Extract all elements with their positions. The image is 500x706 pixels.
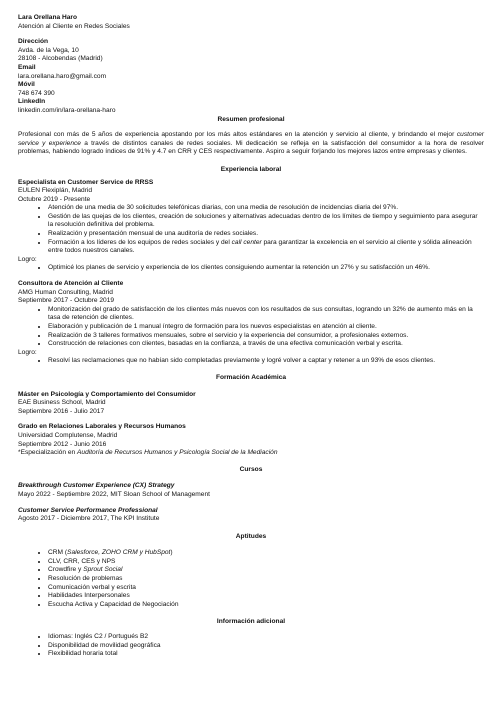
phone-number: 748 674 390	[18, 89, 55, 97]
skill-emphasis: Sprout Social	[83, 566, 123, 574]
address-label: Dirección	[18, 38, 49, 46]
list-item: • Monitorización del grado de satisfacción de los clientes más nuevos con los resultados de sus consultas, logrando un 32% de aumento más en la tasa de retención de clientes.	[48, 306, 484, 323]
list-item: • Escucha Activa y Capacidad de Negociación	[48, 601, 484, 610]
skills-heading: Aptitudes	[235, 532, 267, 540]
degree-school: EAE Business School, Madrid	[18, 399, 106, 407]
list-item: • Construcción de relaciones con clientes, basadas en la confianza, a través de una efectiva comunicación verbal y escrita.	[48, 340, 484, 349]
summary-text	[18, 131, 484, 157]
achievement-label: Logro:	[18, 255, 37, 263]
course-title: Breakthrough Customer Experience (CX) Strategy	[18, 482, 175, 490]
list-item	[48, 549, 484, 558]
list-item: • Flexibilidad horaria total	[48, 650, 484, 659]
list-item	[48, 566, 484, 575]
degree-note	[18, 449, 484, 458]
degree-dates: Septiembre 2016 - Julio 2017	[18, 407, 105, 415]
phone-label: Móvil	[18, 81, 35, 89]
experience-heading: Experiencia laboral	[220, 165, 282, 173]
candidate-name: Lara Orellana Haro	[18, 14, 78, 21]
summary-text-emphasis: customer service y experience	[18, 131, 484, 147]
courses-heading: Cursos	[239, 465, 263, 473]
candidate-title: Atención al Cliente en Redes Sociales	[18, 22, 130, 30]
list-item: • Idiomas: Inglés C2 / Portugués B2	[48, 633, 484, 642]
list-item: • Comunicación verbal y escrita	[48, 584, 484, 593]
job-title: Especialista en Customer Service de RRSS	[18, 178, 154, 186]
job-company: AMG Human Consulting, Madrid	[18, 288, 113, 296]
achievement-label: Logro:	[18, 348, 37, 356]
degree-title: Máster en Psicología y Comportamiento del Consumidor	[18, 390, 196, 398]
additional-info-heading: Información adicional	[216, 618, 286, 626]
linkedin-label: LinkedIn	[18, 98, 46, 106]
list-item: • Optimicé los planes de servicio y experiencia de los clientes consiguiendo aumentar la retención un 27% y su satisfacción un 46%.	[48, 264, 484, 273]
degree-title: Grado en Relaciones Laborales y Recursos Humanos	[18, 423, 186, 431]
email-link[interactable]: lara.orellana.haro@gmail.com	[18, 72, 107, 80]
skill-text: Crowdfire y	[48, 566, 84, 574]
list-item-text: para garantizar la excelencia en el servicio al cliente y sólida alineación entre todos nuestros canales.	[48, 238, 472, 255]
degree-entry	[18, 423, 484, 457]
skill-emphasis: Salesforce, ZOHO CRM y HubSpot	[67, 549, 171, 557]
linkedin-link[interactable]: linkedin.com/in/lara-orellana-haro	[18, 106, 116, 114]
list-item	[48, 239, 484, 256]
job-responsibilities	[18, 204, 484, 256]
job-responsibilities	[18, 306, 484, 349]
job-title: Consultora de Atención al Cliente	[18, 280, 124, 288]
skills-list	[18, 549, 484, 609]
skill-text: )	[170, 549, 173, 557]
course-entry	[18, 482, 484, 499]
list-item: • CLV, CRR, CES y NPS	[48, 558, 484, 567]
degree-entry	[18, 391, 484, 417]
list-item: • Realización de 3 talleres formativos mensuales, sobre el servicio y la experiencia del consumidor, a profesionales externos.	[48, 332, 484, 341]
summary-text-part: a través de distintos canales de redes sociales. Mi dedicación se refleja en la satisfacción del consumidor a la hora de resolver problemas, habiendo logrado índices de 91% y 4.7 en CRR y CES respectivamente. Aspiro a seguir forjando los mejores lazos entre empresas y clientes.	[18, 139, 484, 156]
summary-text-part: Profesional con más de 5 años de experiencia apostando por los más altos estándares en la atención y servicio al cliente, y brindando el mejor	[18, 131, 457, 139]
resume-page	[18, 14, 484, 659]
list-item: • Gestión de las quejas de los clientes, creación de soluciones y alternativas adecuadas dentro de los límites de tiempo y seguimiento para asegurar la resolución definitiva del problema.	[48, 213, 484, 230]
list-item: • Atención de una media de 30 solicitudes telefónicas diarias, con una media de resolución de incidencias diaria del 97%.	[48, 204, 484, 213]
degree-dates: Septiembre 2012 - Junio 2016	[18, 440, 107, 448]
job-company: EULEN Flexiplán, Madrid	[18, 187, 93, 195]
job-dates: Octubre 2019 - Presente	[18, 195, 91, 203]
address-line-1: Avda. de la Vega, 10	[18, 46, 79, 54]
list-item: • Elaboración y publicación de 1 manual íntegro de formación para los nuevos especialistas en atención al cliente.	[48, 323, 484, 332]
degree-note-text: *Especialización en	[18, 449, 78, 457]
course-info: Agosto 2017 - Diciembre 2017, The KPI Institute	[18, 515, 160, 523]
degree-school: Universidad Complutense, Madrid	[18, 431, 118, 439]
job-achievements	[18, 264, 484, 273]
job-dates: Septiembre 2017 - Octubre 2019	[18, 297, 115, 305]
list-item-text: Formación a los líderes de los equipos de redes sociales y del	[48, 238, 232, 246]
additional-info-list	[18, 633, 484, 659]
list-item: • Realización y presentación mensual de una auditoría de redes sociales.	[48, 230, 484, 239]
course-info: Mayo 2022 - Septiembre 2022, MIT Sloan School of Management	[18, 490, 210, 498]
list-item: • Resolución de problemas	[48, 575, 484, 584]
list-item: • Resolví las reclamaciones que no habían sido completadas previamente y logré volver a captar y retener a un 93% de esos clientes.	[48, 357, 484, 366]
course-entry	[18, 507, 484, 524]
contact-header	[18, 14, 484, 116]
email-label: Email	[18, 63, 36, 71]
list-item: • Disponibilidad de movilidad geográfica	[48, 642, 484, 651]
education-heading: Formación Académica	[215, 373, 287, 381]
list-item-emphasis: call center	[231, 238, 262, 246]
job-entry	[18, 179, 484, 274]
skill-text: CRM (	[48, 549, 68, 557]
degree-note-emphasis: Auditoría de Recursos Humanos y Psicología Social de la Mediación	[77, 449, 278, 457]
job-entry	[18, 280, 484, 366]
job-achievements	[18, 357, 484, 366]
summary-heading: Resumen profesional	[217, 115, 285, 123]
course-title: Customer Service Performance Professional	[18, 506, 158, 514]
list-item: • Habilidades Interpersonales	[48, 592, 484, 601]
address-line-2: 28108 - Alcobendas (Madrid)	[18, 55, 103, 63]
